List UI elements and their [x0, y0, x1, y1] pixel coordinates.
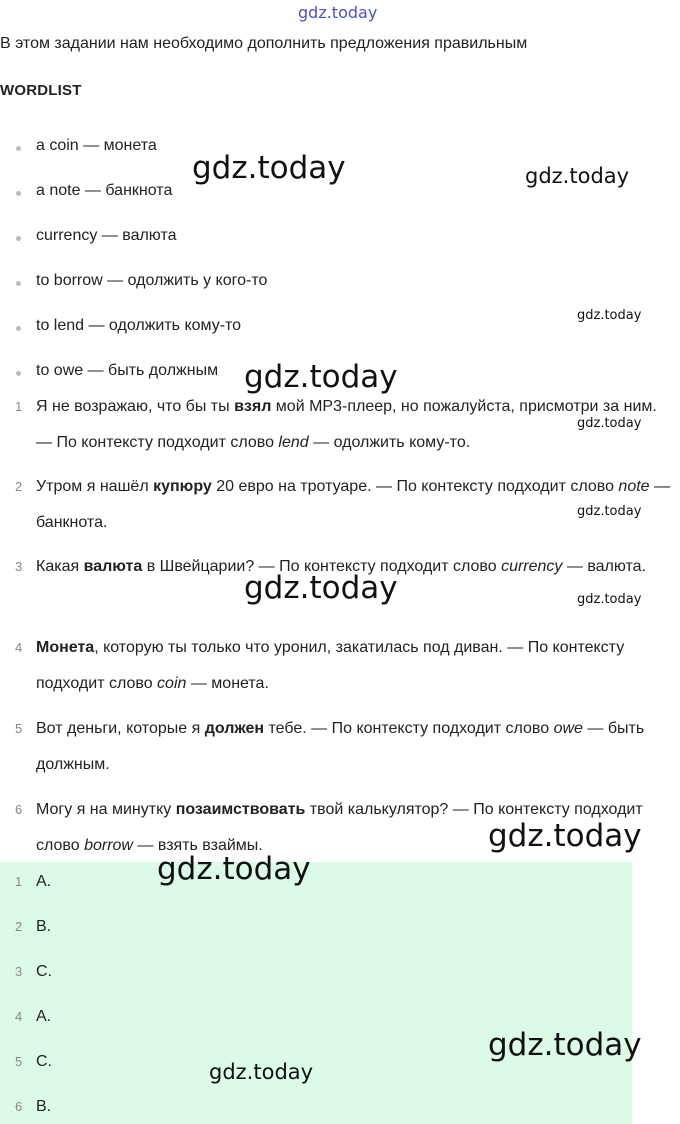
question-item: 4 Монета, которую ты только что уронил, закатилась под диван. — По контексту подходит слово coin — монета. [0, 630, 672, 702]
answer-value: C. [36, 1053, 52, 1070]
answer-number: 4 [15, 1009, 23, 1024]
answer-word: borrow [84, 837, 133, 854]
watermark: gdz.today [577, 308, 642, 323]
question-item: 2 Утром я нашёл купюру 20 евро на тротуаре. — По контексту подходит слово note — банкнота. [0, 469, 672, 541]
wordlist-heading: WORDLIST [0, 82, 82, 99]
watermark: gdz.today [577, 504, 642, 519]
bullet-dot [16, 236, 21, 241]
watermark: gdz.today [192, 150, 346, 186]
answer-word: lend [278, 434, 309, 451]
answer-word: owe [553, 720, 583, 737]
question-item: 5 Вот деньги, которые я должен тебе. — По контексту подходит слово owe — быть должным. [0, 711, 672, 783]
key-word: валюта [83, 558, 143, 575]
bullet-dot [16, 146, 21, 151]
watermark: gdz.today [157, 851, 311, 887]
question-item: 3 Какая валюта в Швейцарии? — По контексту подходит слово currency — валюта. [0, 549, 672, 585]
watermark: gdz.today [525, 164, 630, 188]
watermark: gdz.today [209, 1060, 314, 1084]
question-number: 4 [15, 640, 23, 655]
watermark: gdz.today [577, 416, 642, 431]
question-number: 5 [15, 721, 23, 736]
answer-word: coin [157, 675, 187, 692]
answer-number: 3 [15, 964, 23, 979]
watermark: gdz.today [244, 359, 398, 395]
question-item: 1 Я не возражаю, что бы ты взял мой MP3-плеер, но пожалуйста, присмотри за ним. — По контексту подходит слово lend — одолжить кому-то. [0, 389, 672, 461]
answer-word: note [618, 478, 650, 495]
watermark: gdz.today [577, 592, 642, 607]
question-number: 1 [15, 399, 23, 414]
answer-value: B. [36, 1098, 52, 1115]
bullet-dot [16, 281, 21, 286]
key-word: должен [204, 720, 265, 737]
key-word: позаимствовать [175, 801, 306, 818]
bullet-dot [16, 326, 21, 331]
intro-text: В этом задании нам необходимо дополнить предложения правильным [0, 35, 528, 52]
watermark: gdz.today [488, 818, 642, 854]
watermark: gdz.today [244, 570, 398, 606]
watermark-top: gdz.today [298, 3, 378, 22]
question-number: 2 [15, 479, 23, 494]
question-number: 3 [15, 559, 23, 574]
bullet-dot [16, 371, 21, 376]
watermark: gdz.today [488, 1027, 642, 1063]
answer-value: B. [36, 918, 52, 935]
question-number: 6 [15, 802, 23, 817]
answer-value: A. [36, 873, 52, 890]
answers-panel [0, 862, 632, 1124]
key-word: взял [234, 398, 272, 415]
key-word: купюру [153, 478, 212, 495]
answer-number: 2 [15, 919, 23, 934]
key-word: Монета [36, 639, 95, 656]
answer-value: C. [36, 963, 52, 980]
answer-number: 6 [15, 1099, 23, 1114]
answer-number: 5 [15, 1054, 23, 1069]
question-item: 6 Могу я на минутку позаимствовать твой калькулятор? — По контексту подходит слово borrow — взять взаймы. [0, 792, 672, 864]
answer-number: 1 [15, 874, 23, 889]
bullet-dot [16, 191, 21, 196]
answer-value: A. [36, 1008, 52, 1025]
answer-word: currency [501, 558, 563, 575]
